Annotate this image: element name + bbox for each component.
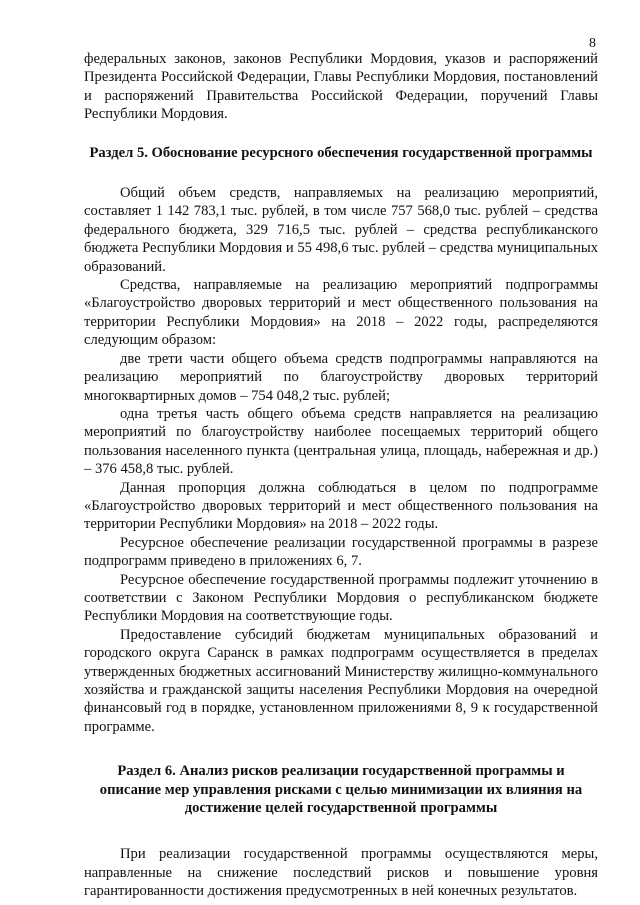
section6-paragraph: При реализации государственной программы осуществляются меры, направленные на снижение последствий рисков и повышение уровня гарантированности достижения предусмотренных в ней конечных результатов. xyxy=(84,846,598,900)
section5-paragraph: одна третья часть общего объема средств направляется на реализацию мероприятий по благоустройству наиболее посещаемых территорий общего пользования населенного пункта (центральная улица, площадь, набережная и др.) – 376 458,8 тыс. рублей. xyxy=(84,405,598,478)
section5-paragraph: Средства, направляемые на реализацию мероприятий подпрограммы «Благоустройство дворовых территорий и мест общественного пользования на территории Республики Мордовия» на 2018 – 2022 годы, распределяются следующим образом: xyxy=(84,277,598,349)
section5-paragraph: Ресурсное обеспечение реализации государственной программы в разрезе подпрограмм приведено в приложениях 6, 7. xyxy=(84,534,598,570)
section6-heading xyxy=(84,762,598,817)
page-number: 8 xyxy=(589,36,596,51)
intro-paragraph: федеральных законов, законов Республики Мордовия, указов и распоряжений Президента Российской Федерации, Главы Республики Мордовия, постановлений и распоряжений Правительства Российской Федерации, поручений Главы Республики Мордовия. xyxy=(84,51,598,123)
section5-heading: Раздел 5. Обоснование ресурсного обеспечения государственной программы xyxy=(89,144,593,161)
section6-heading-line: достижение целей государственной программы xyxy=(184,800,498,817)
section5-paragraph: Ресурсное обеспечение государственной программы подлежит уточнению в соответствии с Законом Республики Мордовия о республиканском бюджете Республики Мордовия на соответствующие годы. xyxy=(84,571,598,625)
section6-heading-line: описание мер управления рисками с целью минимизации их влияния на xyxy=(99,781,583,798)
section6-heading-line: Раздел 6. Анализ рисков реализации государственной программы и xyxy=(117,763,565,780)
document-body xyxy=(84,50,598,901)
section5-paragraph: Общий объем средств, направляемых на реализацию мероприятий, составляет 1 142 783,1 тыс. рублей, в том числе 757 568,0 тыс. рублей – средства федерального бюджета, 329 716,5 тыс. рублей – средства республиканского бюджета Республики Мордовия и 55 498,6 тыс. рублей – средства муниципальных образований. xyxy=(84,185,598,275)
section5-paragraph: Данная пропорция должна соблюдаться в целом по подпрограмме «Благоустройство дворовых территорий и мест общественного пользования на территории Республики Мордовия» на 2018 – 2022 годы. xyxy=(84,479,598,533)
section5-paragraph: две трети части общего объема средств подпрограммы направляются на реализацию мероприятий по благоустройству дворовых территорий многоквартирных домов – 754 048,2 тыс. рублей; xyxy=(84,350,598,404)
section5-paragraph: Предоставление субсидий бюджетам муниципальных образований и городского округа Саранск в рамках подпрограмм осуществляется в пределах утвержденных бюджетных ассигнований Министерству жилищно-коммунального хозяйства и гражданской защиты населения Республики Мордовия на очередной финансовый год в порядке, установленном приложениями 8, 9 к государственной программе. xyxy=(84,626,598,735)
